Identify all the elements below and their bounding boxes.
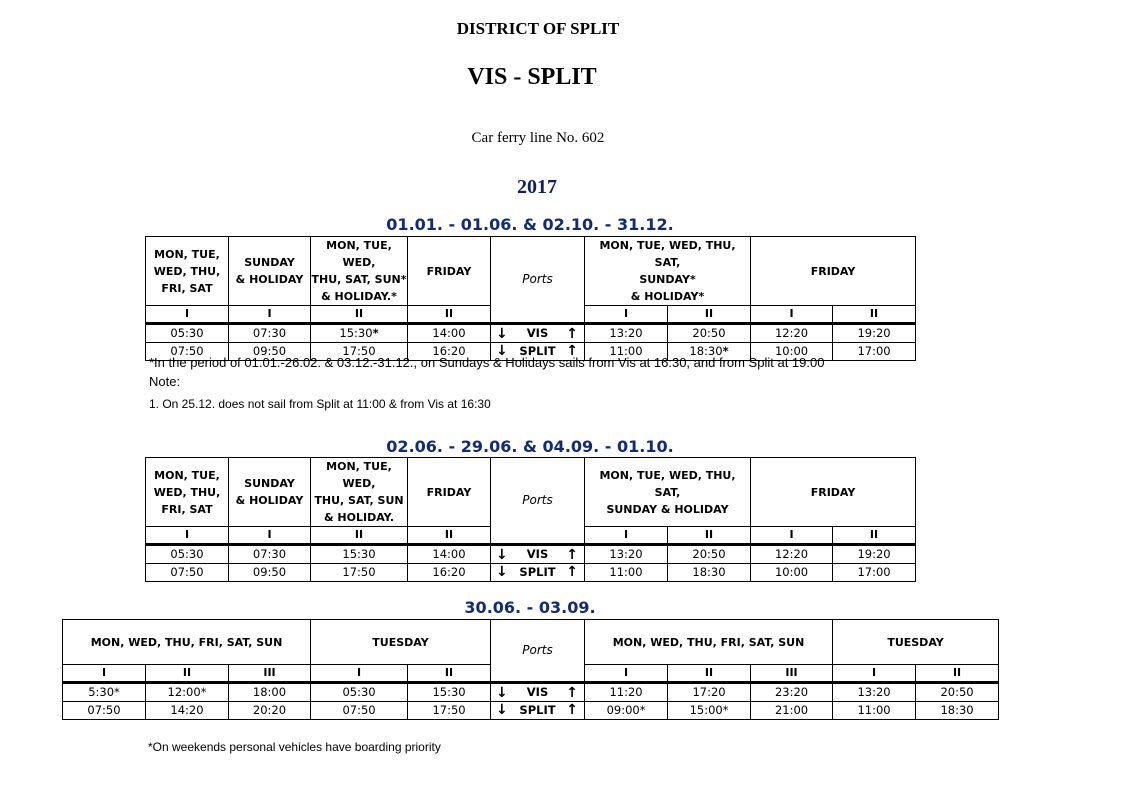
time-cell: 12:20 (751, 545, 833, 564)
trip-number: I (585, 306, 668, 324)
header-friday: FRIDAY (408, 458, 491, 527)
header-mixed-days: MON, TUE, WED, THU, SAT, SUN* & HOLIDAY.* (311, 237, 408, 306)
time-cell: 11:00 (585, 564, 668, 582)
trip-number: II (668, 665, 751, 683)
trip-number: I (311, 665, 408, 683)
time-cell: 17:50 (311, 343, 408, 361)
timetable-1 (145, 236, 916, 361)
arrow-up-icon: ↑ (566, 702, 579, 718)
time-cell: 15:30 (311, 545, 408, 564)
time-cell: 12:00* (146, 683, 229, 702)
time-cell: 16:20 (408, 343, 491, 361)
trip-number: I (146, 306, 229, 324)
time-cell: 14:00 (408, 545, 491, 564)
header-return-friday: FRIDAY (751, 237, 916, 306)
time-cell: 18:30* (668, 343, 751, 361)
time-cell: 20:50 (916, 683, 999, 702)
port-split: ↓ SPLIT ↑ (491, 564, 585, 582)
trip-number: II (146, 665, 229, 683)
arrow-down-icon: ↓ (496, 685, 508, 701)
arrow-down-icon: ↓ (496, 702, 508, 718)
timetable-3 (62, 619, 999, 720)
trip-number: III (751, 665, 833, 683)
trip-number: III (229, 665, 311, 683)
arrow-up-icon: ↑ (566, 685, 579, 701)
port-split: ↓ SPLIT ↑ (491, 702, 585, 720)
trip-number: II (311, 306, 408, 324)
trip-number: I (63, 665, 146, 683)
arrow-down-icon: ↓ (496, 547, 508, 563)
time-cell: 12:20 (751, 324, 833, 343)
trip-number: II (311, 527, 408, 545)
header-friday: FRIDAY (408, 237, 491, 306)
trip-number: II (408, 665, 491, 683)
port-split: ↓ SPLIT ↑ (491, 343, 585, 361)
trip-number: II (668, 527, 751, 545)
time-cell: 5:30* (63, 683, 146, 702)
time-cell: 23:20 (751, 683, 833, 702)
time-cell: 19:20 (833, 324, 916, 343)
trip-number: II (833, 527, 916, 545)
arrow-up-icon: ↑ (566, 564, 578, 580)
trip-number: II (408, 306, 491, 324)
header-return-tuesday: TUESDAY (833, 620, 999, 665)
arrow-down-icon: ↓ (496, 564, 508, 580)
route-title: VIS - SPLIT (467, 64, 597, 90)
arrow-down-icon: ↓ (496, 343, 508, 359)
time-cell: 05:30 (146, 324, 229, 343)
time-cell: 07:50 (63, 702, 146, 720)
time-cell: 17:50 (311, 564, 408, 582)
trip-number: II (916, 665, 999, 683)
time-cell: 05:30 (311, 683, 408, 702)
trip-number: I (146, 527, 229, 545)
note-label: Note: (149, 374, 181, 389)
header-tuesday: TUESDAY (311, 620, 491, 665)
header-mixed-days: MON, TUE, WED, THU, SAT, SUN & HOLIDAY. (311, 458, 408, 527)
period-3: 30.06. - 03.09. (464, 598, 596, 617)
time-cell: 13:20 (585, 324, 668, 343)
trip-number: I (585, 527, 668, 545)
trip-number: I (751, 306, 833, 324)
period-1: 01.01. - 01.06. & 02.10. - 31.12. (386, 215, 674, 234)
time-cell: 18:30 (916, 702, 999, 720)
district-title: DISTRICT OF SPLIT (456, 19, 620, 38)
time-cell: 09:50 (229, 343, 311, 361)
trip-number: I (751, 527, 833, 545)
time-cell: 13:20 (833, 683, 916, 702)
time-cell: 07:50 (146, 343, 229, 361)
header-return-days: MON, TUE, WED, THU, SAT, SUNDAY & HOLIDAY (585, 458, 751, 527)
port-vis: ↓ VIS ↑ (491, 545, 585, 564)
time-cell: 17:00 (833, 564, 916, 582)
time-cell: 15:30 (408, 683, 491, 702)
port-vis: ↓ VIS ↑ (491, 683, 585, 702)
time-cell: 11:20 (585, 683, 668, 702)
trip-number: II (833, 306, 916, 324)
trip-number: I (585, 665, 668, 683)
header-weekdays: MON, WED, THU, FRI, SAT, SUN (63, 620, 311, 665)
time-cell: 19:20 (833, 545, 916, 564)
time-cell: 16:20 (408, 564, 491, 582)
time-cell: 15:00* (668, 702, 751, 720)
time-cell: 14:20 (146, 702, 229, 720)
time-cell: 17:20 (668, 683, 751, 702)
time-cell: 17:00 (833, 343, 916, 361)
time-cell: 07:30 (229, 545, 311, 564)
time-cell: 11:00 (833, 702, 916, 720)
year: 2017 (517, 176, 557, 198)
time-cell: 09:50 (229, 564, 311, 582)
time-cell: 20:20 (229, 702, 311, 720)
header-ports: Ports (491, 237, 585, 324)
period-2: 02.06. - 29.06. & 04.09. - 01.10. (386, 437, 674, 456)
header-weekdays: MON, TUE, WED, THU, FRI, SAT (146, 237, 229, 306)
footnote-1: *In the period of 01.01.-26.02. & 03.12.-31.12., on Sundays & Holidays sails from Vis at 16:30, and from Split at 19:00 (149, 355, 825, 370)
footnote-3: *On weekends personal vehicles have boarding priority (148, 740, 441, 754)
port-vis: ↓ VIS ↑ (491, 324, 585, 343)
trip-number: II (668, 306, 751, 324)
header-weekdays: MON, TUE, WED, THU, FRI, SAT (146, 458, 229, 527)
time-cell: 07:50 (146, 564, 229, 582)
header-ports: Ports (491, 620, 585, 683)
arrow-up-icon: ↑ (566, 547, 578, 563)
time-cell: 17:50 (408, 702, 491, 720)
time-cell: 20:50 (668, 545, 751, 564)
trip-number: II (408, 527, 491, 545)
line-number: Car ferry line No. 602 (471, 130, 605, 146)
note-1: 1. On 25.12. does not sail from Split at 11:00 & from Vis at 16:30 (149, 397, 491, 411)
trip-number: I (229, 306, 311, 324)
header-sunday: SUNDAY & HOLIDAY (229, 458, 311, 527)
trip-number: I (833, 665, 916, 683)
arrow-up-icon: ↑ (566, 326, 578, 342)
header-sunday: SUNDAY & HOLIDAY (229, 237, 311, 306)
time-cell: 05:30 (146, 545, 229, 564)
timetable-2 (145, 457, 916, 582)
time-cell: 13:20 (585, 545, 668, 564)
trip-number: I (229, 527, 311, 545)
header-return-days: MON, TUE, WED, THU, SAT, SUNDAY* & HOLIDAY* (585, 237, 751, 306)
time-cell: 18:30 (668, 564, 751, 582)
header-ports: Ports (491, 458, 585, 545)
time-cell: 10:00 (751, 564, 833, 582)
time-cell: 15:30* (311, 324, 408, 343)
time-cell: 11:00 (585, 343, 668, 361)
time-cell: 18:00 (229, 683, 311, 702)
header-return-friday: FRIDAY (751, 458, 916, 527)
time-cell: 20:50 (668, 324, 751, 343)
header-return-weekdays: MON, WED, THU, FRI, SAT, SUN (585, 620, 833, 665)
time-cell: 07:50 (311, 702, 408, 720)
time-cell: 21:00 (751, 702, 833, 720)
time-cell: 14:00 (408, 324, 491, 343)
time-cell: 07:30 (229, 324, 311, 343)
time-cell: 10:00 (751, 343, 833, 361)
arrow-down-icon: ↓ (496, 326, 508, 342)
time-cell: 09:00* (585, 702, 668, 720)
arrow-up-icon: ↑ (566, 343, 578, 359)
